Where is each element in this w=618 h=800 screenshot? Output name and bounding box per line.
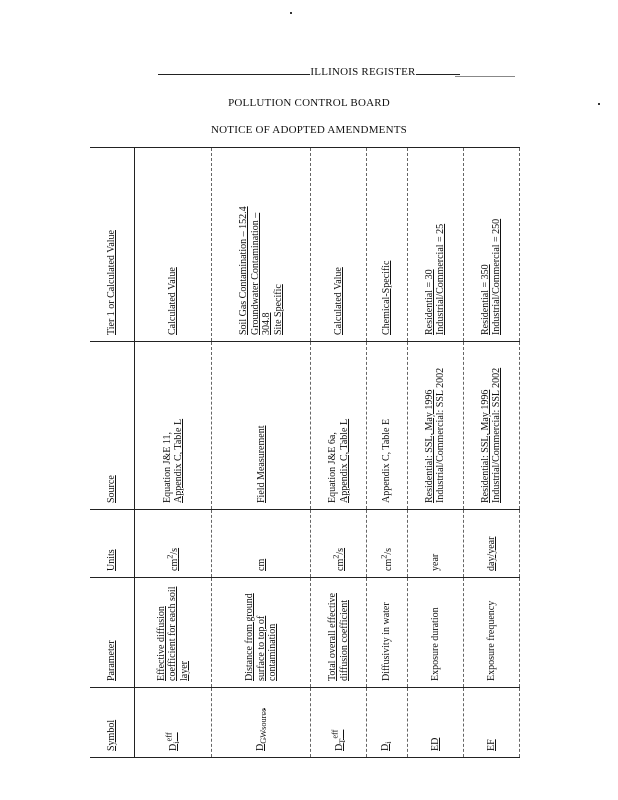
parameter-cell: Distance from ground surface to top of contamination	[212, 578, 311, 688]
units-cell: year	[408, 510, 464, 578]
col-header-units: Units	[90, 510, 135, 578]
col-header-symbol: Symbol	[90, 688, 135, 758]
units-cell: $cm^2/s$	[367, 510, 408, 578]
col-header-tier: Tier 1 or Calculated Value	[90, 148, 135, 342]
scan-mark	[290, 12, 292, 14]
scan-mark	[455, 76, 515, 77]
table-row	[408, 148, 464, 758]
tier-cell: Calculated Value	[311, 148, 367, 342]
symbol-cell: ED	[408, 688, 464, 758]
col-header-parameter: Parameter	[90, 578, 135, 688]
parameter-table-frame	[90, 148, 520, 758]
col-header-source: Source	[90, 342, 135, 510]
symbol-cell: $D_i$	[367, 688, 408, 758]
source-cell: Field Measurement	[212, 342, 311, 510]
symbol-cell: $D_i^{eff}$	[135, 688, 212, 758]
tier-cell: Residential = 350 Industrial/Commercial = 250	[463, 148, 519, 342]
header-rule-left	[158, 74, 310, 75]
tier-cell: Soil Gas Contamination – 152.4 Groundwater Contamination – 304.8 Site Specific	[212, 148, 311, 342]
table-row	[463, 148, 519, 758]
register-title: ILLINOIS REGISTER	[310, 66, 416, 78]
table-row	[135, 148, 212, 758]
source-cell: Residential: SSL, May 1996 Industrial/Commercial: SSL 2002	[408, 342, 464, 510]
symbol-cell: $D_{GWsource}$	[212, 688, 311, 758]
header-rule-right	[416, 74, 460, 75]
units-cell: $cm^2/s$	[311, 510, 367, 578]
symbol-cell: EF	[463, 688, 519, 758]
parameter-cell: Diffusivity in water	[367, 578, 408, 688]
scan-mark	[598, 103, 600, 105]
source-cell: Residential: SSL, May 1996 Industrial/Commercial: SSL 2002	[463, 342, 519, 510]
units-cell: cm	[212, 510, 311, 578]
tier-cell: Calculated Value	[135, 148, 212, 342]
parameter-table-rotated	[90, 148, 520, 758]
source-cell: Equation J&E 11, Appendix C, Table L	[135, 342, 212, 510]
table-row	[367, 148, 408, 758]
units-cell: $cm^2/s$	[135, 510, 212, 578]
notice-title: NOTICE OF ADOPTED AMENDMENTS	[211, 124, 407, 136]
table-row	[212, 148, 311, 758]
units-cell: day/year	[463, 510, 519, 578]
parameter-cell: Effective diffusion coefficient for each soil layer	[135, 578, 212, 688]
board-title: POLLUTION CONTROL BOARD	[228, 97, 390, 109]
parameter-cell: Exposure duration	[408, 578, 464, 688]
table-header-row	[90, 148, 135, 758]
symbol-cell: $D_T^{eff}$	[311, 688, 367, 758]
source-cell: Equation J&E 6a, Appendix C, Table L	[311, 342, 367, 510]
source-cell: Appendix C, Table E	[367, 342, 408, 510]
tier-cell: Chemical-Specific	[367, 148, 408, 342]
table-row	[311, 148, 367, 758]
parameter-cell: Total overall effective diffusion coefficient	[311, 578, 367, 688]
parameter-cell: Exposure frequency	[463, 578, 519, 688]
parameter-table	[90, 147, 520, 758]
register-header	[0, 66, 618, 78]
tier-cell: Residential = 30 Industrial/Commercial = 25	[408, 148, 464, 342]
